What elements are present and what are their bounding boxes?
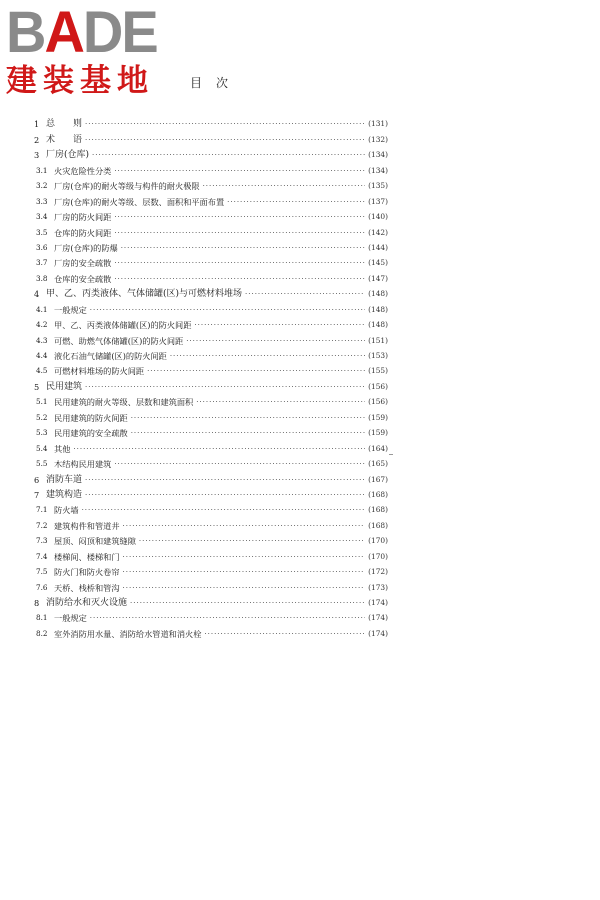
toc-label: 屋顶、闷顶和建筑缝隙: [54, 536, 136, 547]
toc-leader-dots: [227, 197, 365, 207]
toc-entry: [34, 129, 388, 144]
toc-label: 火灾危险性分类: [54, 165, 112, 176]
toc-label: 室外消防用水量、消防给水管道和消火栓: [54, 628, 202, 639]
toc-page-number: (168): [368, 489, 388, 499]
toc-number: 6: [34, 474, 40, 485]
toc-page-number: (142): [368, 227, 388, 237]
toc-page-number: (156): [368, 381, 388, 391]
toc-entry: [34, 114, 388, 129]
toc-number: 5.4: [36, 443, 48, 453]
toc-number: 8.1: [36, 613, 48, 623]
toc-leader-dots: [82, 505, 366, 515]
toc-page-number: (155): [368, 366, 388, 376]
toc-page-number: (173): [368, 582, 388, 592]
toc-label: 建筑构造: [46, 489, 83, 500]
toc-number: 4.5: [36, 366, 48, 376]
toc-page-number: (174): [368, 598, 388, 607]
toc-number: 8.2: [36, 628, 48, 638]
toc-page-number: (174): [368, 628, 388, 638]
toc-entry: [34, 361, 388, 376]
toc-label: 厂房(仓库)的防爆: [54, 242, 118, 253]
toc-number: 5.5: [36, 459, 48, 469]
toc-label: 厂房的安全疏散: [54, 258, 112, 269]
brand-logo: [6, 0, 178, 100]
toc-number: 4: [34, 289, 40, 300]
toc-number: 3.1: [36, 165, 48, 175]
toc-entry: [34, 268, 388, 283]
toc-leader-dots: [130, 598, 365, 608]
toc-leader-dots: [114, 459, 365, 469]
toc-entry: [34, 608, 388, 623]
toc-number: 7.2: [36, 520, 48, 530]
toc-label: 厂房(仓库)的耐火等级与构件的耐火极限: [54, 181, 200, 192]
toc-label: 木结构民用建筑: [54, 459, 112, 470]
toc-page-number: (137): [368, 196, 388, 206]
toc-entry: [34, 284, 388, 299]
toc-number: 3: [34, 150, 40, 161]
toc-number: 3.4: [36, 212, 48, 222]
toc-label: 厂房(仓库)的耐火等级、层数、面积和平面布置: [54, 196, 225, 207]
toc-entry: [34, 191, 388, 206]
toc-number: 4.1: [36, 304, 48, 314]
toc-label: 消防车道: [46, 474, 83, 485]
toc-page-number: (132): [368, 134, 388, 144]
toc-entry: [34, 346, 388, 361]
toc-entry: [34, 485, 388, 500]
toc-page-number: (148): [368, 289, 388, 299]
toc-label: 其他: [54, 443, 71, 454]
toc-number: 4.4: [36, 351, 48, 360]
toc-number: 7: [34, 489, 40, 500]
toc-entry: [34, 454, 388, 469]
toc-label: 总 则: [46, 119, 83, 130]
toc-entry: [34, 407, 388, 422]
toc-page-number: (140): [368, 212, 388, 222]
toc-number: 5: [34, 381, 40, 392]
toc-number: 5.2: [36, 412, 48, 422]
toc-entry: [34, 145, 388, 160]
toc-number: 2: [34, 134, 40, 145]
toc-leader-dots: [123, 521, 366, 531]
toc-page-number: (170): [368, 551, 388, 561]
toc-label: 一般规定: [54, 304, 87, 315]
toc-entry: [34, 562, 388, 577]
toc-number: 5.1: [36, 397, 48, 407]
toc-number: 1: [34, 119, 40, 130]
toc-page-number: (135): [368, 181, 388, 191]
stray-mark: [389, 454, 393, 455]
toc-page-number: (168): [368, 520, 388, 530]
toc-leader-dots: [85, 490, 365, 500]
toc-entry: [34, 392, 388, 407]
toc-number: 4.3: [36, 335, 48, 345]
toc-leader-dots: [203, 181, 366, 191]
toc-label: 消防给水和灭火设施: [46, 598, 128, 608]
toc-leader-dots: [131, 428, 365, 438]
toc-entry: [34, 160, 388, 175]
toc-leader-dots: [121, 243, 365, 253]
toc-entry: [34, 253, 388, 268]
logo-chinese-name: 建装基地: [6, 63, 154, 99]
toc-entry: [34, 500, 388, 515]
toc-page-number: (164): [368, 443, 388, 453]
toc-leader-dots: [85, 382, 365, 392]
toc-leader-dots: [114, 274, 365, 284]
toc-leader-dots: [114, 212, 365, 222]
toc-label: 甲、乙、丙类液体、气体储罐(区)与可燃材料堆场: [46, 289, 243, 300]
toc-leader-dots: [139, 536, 365, 546]
toc-label: 防火门和防火卷帘: [54, 567, 120, 578]
toc-page-number: (148): [368, 304, 388, 314]
toc-label: 厂房(仓库): [46, 150, 90, 161]
toc-leader-dots: [85, 135, 365, 145]
toc-entry: [34, 577, 388, 592]
toc-label: 可燃材料堆场的防火间距: [54, 366, 145, 377]
logo-accent-letter: A: [44, 0, 83, 65]
toc-page-number: (165): [368, 459, 388, 469]
toc-label: 一般规定: [54, 613, 87, 624]
toc-entry: [34, 299, 388, 314]
toc-number: 3.3: [36, 196, 48, 206]
toc-label: 民用建筑的安全疏散: [54, 428, 128, 439]
toc-number: 3.7: [36, 258, 48, 268]
toc-label: 防火墙: [54, 505, 79, 516]
toc-label: 建筑构件和管道井: [54, 520, 120, 531]
toc-leader-dots: [90, 613, 365, 623]
toc-leader-dots: [194, 320, 365, 330]
toc-number: 8: [34, 598, 40, 608]
toc-page-number: (156): [368, 397, 388, 407]
toc-page-number: (148): [368, 320, 388, 330]
toc-leader-dots: [170, 351, 365, 361]
toc-leader-dots: [85, 119, 365, 129]
toc-leader-dots: [90, 305, 365, 315]
toc-entry: [34, 531, 388, 546]
toc-leader-dots: [114, 228, 365, 238]
toc-entry: [34, 376, 388, 391]
toc-leader-dots: [92, 150, 365, 160]
toc-leader-dots: [114, 258, 365, 268]
toc-page-number: (131): [368, 119, 388, 129]
toc-number: 3.2: [36, 181, 48, 191]
toc-leader-dots: [186, 336, 365, 346]
toc-number: 7.4: [36, 551, 48, 561]
toc-number: 7.6: [36, 582, 48, 592]
toc-entry: [34, 222, 388, 237]
toc-leader-dots: [73, 444, 365, 454]
toc-page-number: (151): [368, 335, 388, 345]
toc-leader-dots: [123, 552, 366, 562]
toc-entry: [34, 330, 388, 345]
logo-wordmark: BADE: [6, 0, 157, 65]
toc-label: 可燃、助燃气体储罐(区)的防火间距: [54, 335, 184, 346]
toc-entry: [34, 593, 388, 608]
toc-label: 术 语: [46, 134, 83, 145]
page-title: 目次: [190, 76, 243, 90]
toc-number: 4.2: [36, 320, 48, 330]
toc-entry: [34, 438, 388, 453]
toc-entry: [34, 176, 388, 191]
toc-number: 7.5: [36, 567, 48, 577]
toc-entry: [34, 315, 388, 330]
toc-page-number: (167): [368, 474, 388, 484]
toc-label: 民用建筑: [46, 381, 83, 392]
toc-page-number: (170): [368, 536, 388, 546]
toc-entry: [34, 546, 388, 561]
toc-leader-dots: [123, 583, 366, 593]
toc-entry: [34, 623, 388, 638]
toc-page-number: (147): [368, 273, 388, 283]
toc-label: 天桥、栈桥和管沟: [54, 582, 120, 593]
toc-page-number: (159): [368, 412, 388, 422]
toc-label: 楼梯间、楼梯和门: [54, 551, 120, 562]
toc-label: 仓库的安全疏散: [54, 273, 112, 284]
toc-page-number: (134): [368, 150, 388, 160]
toc-label: 液化石油气储罐(区)的防火间距: [54, 351, 167, 361]
toc-leader-dots: [85, 475, 365, 485]
toc-label: 甲、乙、丙类液体储罐(区)的防火间距: [54, 320, 192, 331]
toc-page-number: (134): [368, 165, 388, 175]
toc-leader-dots: [147, 366, 365, 376]
toc-page-number: (172): [368, 567, 388, 577]
toc-number: 3.8: [36, 273, 48, 283]
toc-label: 民用建筑的防火间距: [54, 412, 128, 423]
toc-entry: [34, 515, 388, 530]
toc-page-number: (174): [368, 613, 388, 623]
toc-number: 3.5: [36, 227, 48, 237]
toc-entry: [34, 423, 388, 438]
toc-leader-dots: [114, 166, 365, 176]
toc-leader-dots: [131, 413, 365, 423]
toc-page-number: (168): [368, 505, 388, 515]
toc-number: 7.3: [36, 536, 48, 546]
toc-number: 7.1: [36, 505, 48, 515]
toc-number: 5.3: [36, 428, 48, 438]
toc-page-number: (153): [368, 351, 388, 360]
toc-entry: [34, 469, 388, 484]
toc-label: 仓库的防火间距: [54, 227, 112, 238]
toc-page-number: (159): [368, 428, 388, 438]
toc-leader-dots: [245, 289, 365, 299]
toc-label: 民用建筑的耐火等级、层数和建筑面积: [54, 397, 194, 408]
toc-page-number: (145): [368, 258, 388, 268]
toc-label: 厂房的防火间距: [54, 212, 112, 223]
toc-page-number: (144): [368, 242, 388, 252]
toc-entry: [34, 207, 388, 222]
table-of-contents: [34, 114, 388, 639]
toc-leader-dots: [204, 629, 365, 639]
toc-leader-dots: [123, 567, 366, 577]
toc-entry: [34, 238, 388, 253]
toc-number: 3.6: [36, 242, 48, 252]
toc-leader-dots: [196, 397, 365, 407]
